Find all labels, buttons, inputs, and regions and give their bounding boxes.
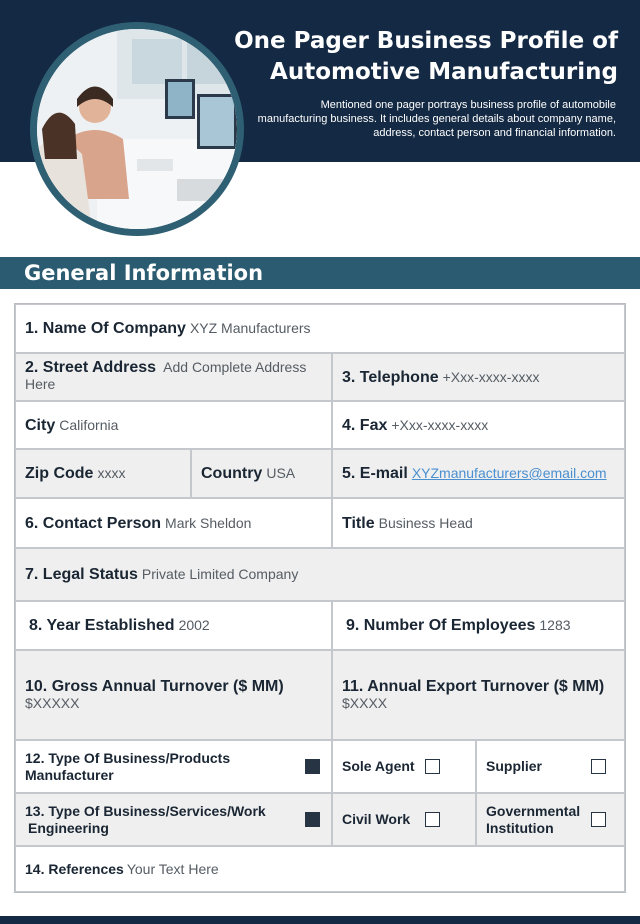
company-name-value: XYZ Manufacturers	[189, 320, 311, 336]
page-title-line-1: One Pager Business Profile of	[234, 28, 618, 54]
sole-agent-checkbox[interactable]	[425, 759, 440, 774]
zip-code-label: Zip Code	[25, 465, 94, 482]
institution-label: Institution	[486, 819, 554, 836]
legal-status-label: 7. Legal Status	[25, 566, 138, 583]
gross-turnover-field	[15, 650, 332, 740]
company-name-field	[15, 304, 625, 353]
email-field	[332, 449, 625, 498]
supplier-label: Supplier	[486, 758, 543, 774]
contact-person-value: Mark Sheldon	[165, 514, 252, 531]
gross-turnover-label: 10. Gross Annual Turnover ($ MM)	[25, 678, 284, 695]
zip-code-field	[15, 449, 191, 498]
title-value: Business Head	[378, 514, 473, 531]
fax-field	[332, 401, 625, 449]
services-type-label: 13. Type Of Business/Services/Work	[25, 802, 266, 819]
telephone-value: +Xxx-xxxx-xxxx	[442, 368, 540, 385]
title-label: Title	[342, 514, 375, 532]
services-type-field	[15, 793, 332, 846]
contact-person-label: 6. Contact Person	[25, 514, 162, 532]
telephone-label: 3. Telephone	[342, 368, 439, 386]
page-title-line-2: Automotive Manufacturing	[270, 59, 618, 85]
office-photo	[37, 29, 237, 229]
governmental-institution-field	[476, 793, 625, 846]
engineering-checkbox[interactable]	[305, 812, 320, 827]
city-field	[15, 401, 332, 449]
email-link[interactable]: XYZmanufacturers@email.com	[411, 465, 607, 481]
year-established-label: 8. Year Established	[29, 617, 175, 634]
title-field	[332, 498, 625, 548]
employees-field	[332, 601, 625, 650]
street-address-value: Add Complete Address Here	[25, 359, 307, 392]
contact-person-field	[15, 498, 332, 548]
governmental-institution-checkbox[interactable]	[591, 812, 606, 827]
page-description: Mentioned one pager portrays business profile of automobile manufacturing business. It includes general details about company name, address, contact person and financial information.	[257, 99, 616, 139]
email-label: 5. E-mail	[342, 465, 408, 482]
supplier-field	[476, 740, 625, 793]
export-turnover-label: 11. Annual Export Turnover ($ MM)	[342, 678, 605, 695]
civil-work-field	[332, 793, 476, 846]
year-established-value: 2002	[178, 617, 210, 633]
section-title: General Information	[24, 261, 264, 285]
services-type-subtype: Engineering	[28, 819, 109, 836]
civil-work-checkbox[interactable]	[425, 812, 440, 827]
civil-work-label: Civil Work	[342, 811, 411, 827]
fax-label: 4. Fax	[342, 416, 388, 434]
supplier-checkbox[interactable]	[591, 759, 606, 774]
business-type-subtype: Manufacturer	[25, 766, 114, 783]
sole-agent-field	[332, 740, 476, 793]
business-profile-form	[14, 303, 626, 893]
year-established-field	[15, 601, 332, 650]
city-value: California	[59, 416, 119, 433]
manufacturer-checkbox[interactable]	[305, 759, 320, 774]
footer-bar	[0, 916, 640, 924]
section-header-bar	[0, 257, 640, 289]
legal-status-field	[15, 548, 625, 601]
references-label: 14. References	[25, 860, 124, 877]
employees-value: 1283	[539, 617, 571, 633]
export-turnover-value: $XXXX	[342, 695, 388, 711]
page-title	[218, 26, 618, 88]
references-value: Your Text Here	[126, 860, 219, 877]
legal-status-value: Private Limited Company	[141, 566, 299, 582]
street-address-label: 2. Street Address	[25, 359, 157, 376]
export-turnover-field	[332, 650, 625, 740]
employees-label: 9. Number Of Employees	[346, 617, 536, 634]
office-photo-frame	[30, 22, 244, 236]
city-label: City	[25, 416, 56, 434]
sole-agent-label: Sole Agent	[342, 758, 415, 774]
fax-value: +Xxx-xxxx-xxxx	[391, 416, 489, 433]
references-field	[15, 846, 625, 892]
country-field	[191, 449, 332, 498]
governmental-label: Governmental	[486, 802, 581, 819]
zip-code-value: xxxx	[97, 465, 126, 481]
gross-turnover-value: $XXXXX	[25, 695, 80, 711]
street-address-field	[15, 353, 332, 401]
business-type-field	[15, 740, 332, 793]
country-value: USA	[266, 465, 296, 481]
company-name-label: 1. Name Of Company	[25, 320, 186, 337]
country-label: Country	[201, 465, 263, 482]
business-type-label: 12. Type Of Business/Products	[25, 749, 231, 766]
telephone-field	[332, 353, 625, 401]
